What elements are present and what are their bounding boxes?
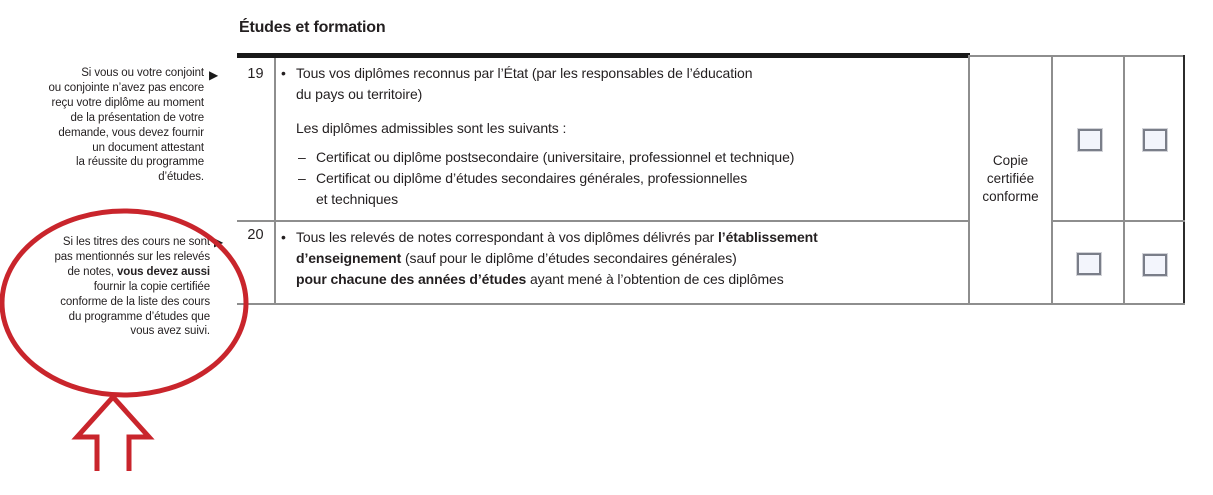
text-line: et techniques: [316, 191, 398, 207]
text-segment-bold: pour chacune des années d’études: [296, 271, 527, 287]
list-item-text: [296, 227, 818, 290]
pointer-triangle-icon: ▶: [209, 68, 219, 82]
table-row: [281, 227, 971, 290]
dash-icon: –: [298, 149, 306, 165]
note-line: Si vous ou votre conjoint: [81, 67, 204, 79]
list-item: [281, 227, 971, 290]
section-title: Études et formation: [239, 19, 386, 36]
note-line: d’études.: [158, 171, 204, 184]
list-item: [298, 147, 946, 168]
text-line: Certificat ou diplôme d’études secondaires générales, professionnelles: [316, 170, 748, 186]
note-line: du programme d’études que: [68, 310, 210, 323]
table-border: [1183, 55, 1185, 303]
note-line: demande, vous devez fournir: [58, 126, 204, 139]
text-line: [296, 227, 818, 248]
annotation-arrow-icon: [77, 397, 149, 471]
list-item: [298, 168, 946, 210]
margin-note-diploma: [14, 66, 204, 185]
table-border: [237, 220, 970, 222]
pointer-triangle-icon: ▶: [214, 235, 224, 249]
note-line: vous avez suivi.: [130, 325, 210, 338]
bullet-icon: •: [281, 65, 286, 81]
copy-certified-column: [970, 55, 1051, 303]
dash-list: [298, 147, 946, 210]
margin-note-transcripts: [22, 235, 210, 339]
text-line: Copie: [992, 153, 1029, 168]
text-segment: Tous les relevés de notes correspondant à vos diplômes délivrés par: [296, 229, 718, 245]
list-item: [281, 63, 946, 105]
note-line: de la présentation de votre: [70, 111, 204, 124]
note-line: reçu votre diplôme au moment: [51, 96, 204, 109]
table-row: [281, 63, 946, 210]
table-border: [237, 303, 1185, 305]
checkbox-20-a[interactable]: [1077, 253, 1101, 275]
checkbox-20-b[interactable]: [1143, 254, 1167, 276]
note-line: un document attestant: [92, 141, 204, 154]
documents-table: [237, 53, 1185, 305]
text-line: certifiée: [986, 171, 1035, 186]
text-segment: (sauf pour le diplôme d’études secondaires générales): [401, 250, 737, 266]
note-line: fournir la copie certifiée: [93, 280, 210, 293]
table-top-bar: [237, 53, 970, 58]
intro-text: Les diplômes admissibles sont les suivants :: [296, 120, 567, 136]
note-line: pas mentionnés sur les relevés: [54, 250, 210, 263]
note-line: Si les titres des cours ne sont: [62, 236, 210, 248]
note-line: la réussite du programme: [76, 156, 204, 169]
text-segment-bold: l’établissement: [718, 229, 818, 245]
table-border: [1051, 55, 1053, 303]
bullet-icon: •: [281, 229, 286, 245]
note-text-bold: vous devez aussi: [117, 265, 210, 278]
text-line: Certificat ou diplôme postsecondaire (universitaire, professionnel et technique): [316, 149, 795, 165]
text-segment: ayant mené à l’obtention de ces diplômes: [526, 271, 784, 287]
item-number-19: 19: [247, 66, 264, 82]
dash-icon: –: [298, 170, 306, 186]
copy-certified-label: [982, 152, 1038, 206]
text-line: du pays ou territoire): [296, 86, 423, 102]
table-border: [274, 58, 276, 303]
text-line: conforme: [982, 189, 1039, 204]
text-line: [296, 248, 818, 269]
note-text: de notes,: [67, 265, 117, 278]
note-line: [22, 265, 210, 280]
text-line: [296, 269, 818, 290]
item-number-20: 20: [247, 227, 264, 243]
text-segment-bold: d’enseignement: [296, 250, 402, 266]
note-line: ou conjointe n’avez pas encore: [48, 81, 204, 94]
note-line: conforme de la liste des cours: [60, 295, 210, 308]
table-border: [1123, 55, 1125, 303]
text-line: Tous vos diplômes reconnus par l’État (par les responsables de l’éducation: [296, 65, 753, 81]
list-item-text: [296, 63, 752, 105]
checkbox-19-b[interactable]: [1143, 129, 1167, 151]
table-border: [1053, 220, 1185, 222]
checkbox-19-a[interactable]: [1078, 129, 1102, 151]
